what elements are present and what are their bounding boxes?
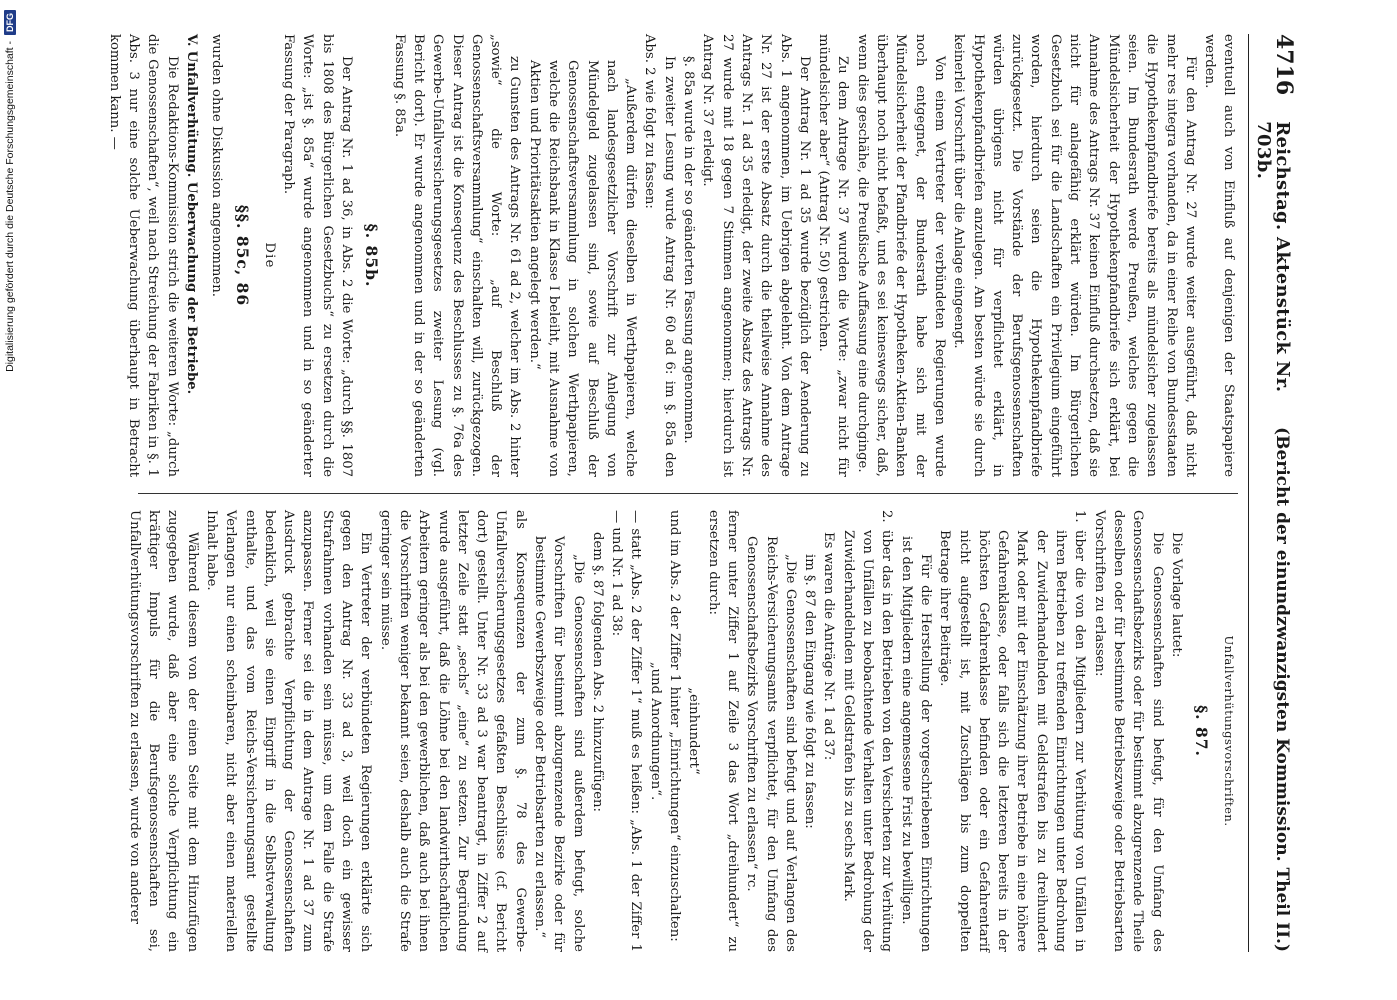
paragraph: zu Gunsten des Antrags Nr. 61 ad 2, welcher im Abs. 2 hinter „sowie“ die Worte: „auf Beschluß der Genossenschaftsversammlung“ einschalten will, zurückgezogen. Dieser Antrag ist die Konsequenz des Beschlusses zu §. 76a des Gewerbe-Unfallversicherungsgesetzes zweiter Lesung (vgl. Bericht dort). Er wurde angenommen und in der so geänderten Fassung §. 85a. — [391, 34, 523, 477]
list-item — [935, 510, 1089, 952]
paragraph: dem §. 87 folgenden Abs. 2 hinzuzufügen: — [589, 532, 605, 812]
list-text: über die von den Mitgliedern zur Verhütung von Unfällen in ihren Betrieben zu treffenden Einrichtungen unter Bedrohung der Zuwiderhandelnden mit Geldstrafen bis zu dreihundert Mark oder mit der Einschätzung ihrer Betriebe in eine höhere Gefahrenklasse, oder falls sich die letzteren bereits in der höchsten Gefahrenklasse befinden oder ein Gefahrentarif nicht aufgestellt ist, mit Zuschlägen bis zum doppelten Betrage ihrer Beiträge. — [937, 530, 1088, 952]
paragraph: Die Vorlage lautet: — [1168, 532, 1184, 658]
list-item — [838, 510, 896, 952]
paragraph: Ein Vertreter der verbündeten Regierungen erklärte sich gegen den Antrag Nr. 33 ad 3, weil doch ein gewisser Strafrahmen vorhanden sein müsse, um dem Falle die Strafe anzupassen. Ferner sei die in dem Antrage Nr. 1 ad 37 zum Ausdruck gebrachte Verpflichtung der Genossenschaften bedenklich, weil sie einen Eingriff in die Selbstverwaltung enthalte, und das vom Reichs-Versicherungsamt gestellte Verlangen nur einen scheinbaren, nicht aber einen materiellen Inhalt habe. — [203, 510, 374, 952]
section-heading-85c-86: §§. 85c, 86 — [232, 204, 252, 307]
paragraph: ferner unter Ziffer 1 auf Zeile 3 das Wort „dreihundert“ zu ersetzen durch: — [705, 510, 740, 952]
section-heading-87: §. 87. — [1192, 705, 1212, 757]
scanned-page — [105, 0, 1315, 1000]
paragraph: eventuell auch von Einfluß auf denjenigen der Staatspapiere werden. — [1202, 34, 1237, 477]
digitization-notice — [0, 0, 20, 1000]
quoted-text: „Außerdem dürfen dieselben in Werthpapieren, welche nach landesgesetzlicher Vorschrift zur Anlegung von Mündelgeld zugelassen sind, sowie auf Beschluß der Genossenschaftsversammlung in solchen Werthpapieren, welche die Reichsbank in Klasse I beleiht, mit Ausnahme von Aktien und Prioritätsaktien angelegt werden.“ — [526, 60, 639, 477]
paragraph: Von einem Vertreter der verbündeten Regierungen wurde noch entgegnet, der Bundesrath habe sich mit der Mündelsicherheit der Pfandbriefe der Hypotheken-Aktien-Banken überhaupt noch nicht befaßt, und es sei keineswegs sicher, daß, wenn dies geschähe, die Preußische Auffassung eine durchginge. — [854, 34, 947, 477]
text-columns — [106, 34, 1238, 952]
caption: Unfallverhütungsvorschriften. — [1222, 635, 1237, 827]
quoted-text: „Die Genossenschaften sind befugt und auf Verlangen des Reichs-Versicherungsamts verpflichtet, für den Umfang des Genossenschaftsbezirks Vorschriften zu erlassen“ rc. — [744, 536, 798, 952]
paragraph: als Konsequenzen der zum §. 78 des Gewerbe-Unfallversicherungsgesetzes gefaßten Beschlüsse (cf. Bericht dort) gestellt. Unter Nr. 33 ad 3 war beantragt, in Ziffer 2 auf letzter Zeile statt „sechs“ „eine“ zu setzen. Zur Begründung wurde ausgeführt, daß die Löhne bei den landwirthschaftlichen Arbeitern geringer als bei den gewerblichen, daß auch bei ihnen die Vorschriften weniger bekannt seien, deshalb auch die Strafe geringer sein müsse. — [377, 510, 528, 952]
dfg-logo: DFG — [4, 10, 16, 35]
paragraph: §. 85a wurde in der so geänderten Fassung angenommen. — [681, 56, 697, 444]
paragraph: im §. 87 den Eingang wie folgt zu fassen: — [802, 554, 818, 829]
paragraph: Für den Antrag Nr. 27 wurde weiter ausgeführt, daß nicht mehr res integra vorhanden, da in einer Reihe von Bundesstaaten die Hypothekenpfandbriefe bereits als mündelsicher zugelassen seien. Im Bundesrath werde Preußen, welches gegen die Mündelsicherheit der Hypothekenpfandbriefe sich erklärt, bei Annahme des Antrags Nr. 37 keinen Einfluß durchsetzen, daß sie nicht für anlagefähig erklärt würden. Im Bürgerlichen Gesetzbuch sei für die Landschaften ein Privilegium eingeführt worden, hierdurch seien die Hypothekenpfandbriefe zurückgesetzt. Die Vorstände der Berufsgenossenschaften würden übrigens nicht für verpflichtet erklärt, in Hypothekenpfandbriefen anzulegen. Am besten würde sie durch keinerlei Vorschrift über die Anlage eingeengt. — [951, 34, 1198, 477]
paragraph-die — [260, 34, 279, 477]
list-text: über das in den Betrieben von den Versicherten zur Verhütung von Unfällen zu beobachtende Verhalten unter Bedrohung der Zuwiderhandelnden mit Geldstrafen bis zu sechs Mark. — [840, 530, 895, 952]
section-number: V. — [183, 34, 199, 47]
page-subtitle: (Bericht der einundzwanzigsten Kommission. Theil II.) — [1272, 427, 1292, 952]
page-title: Reichstag. Aktenstück Nr. 703b. — [1252, 121, 1293, 393]
paragraph: Der Antrag Nr. 1 ad 35 wurde bezüglich der Aenderung zu Abs. 1 angenommen, im Uebrigen abgelehnt. Von dem Antrage Nr. 27 ist der erste Absatz durch die theilweise Annahme des Antrags Nr. 1 ad 35 erledigt, der zweite Absatz des Antrags Nr. 27 wurde mit 18 gegen 7 Stimmen angenommen; hierdurch ist Antrag Nr. 37 erledigt. — [700, 34, 812, 477]
paragraph: Zu dem Antrage Nr. 37 wurden die Worte: „zwar nicht für mündelsicher aber“ (Antrag Nr. 50) gestrichen. — [816, 34, 851, 477]
left-column — [106, 34, 1238, 493]
digitization-notice-strip — [0, 0, 20, 1000]
section-title: Unfallverhütung. Ueberwachung der Betriebe. — [183, 50, 199, 395]
die-label: Die — [261, 242, 277, 269]
paragraph: Während diesem von der einen Seite mit dem Hinzufügen zugegeben wurde, daß aber eine solche Verpflichtung ein kräftiger Impuls für die Berufsgenossenschaften sei, Unfallverhütungsvorschriften zu erlassen, wurde von anderer — [126, 510, 200, 952]
digitization-notice-text: Digitalisierung gefördert durch die Deutsche Forschungsgemeinschaft - — [4, 41, 16, 372]
page-header — [1248, 34, 1297, 952]
paragraph: Die Redaktions-Kommission strich die weiteren Worte: „durch die Genossenschaften“, weil nach Streichung der Fabriken in §. 1 Abs. 3 nur eine solche Ueberwachung überhaupt in Betracht kommen kann. — — [106, 34, 180, 477]
list-number: 1. — [1072, 510, 1088, 523]
page-number: 4716 — [1271, 34, 1297, 96]
paragraph: — statt „Abs. 2 der Ziffer 1“ muß es heißen: „Abs. 1 der Ziffer 1 — und Nr. 1 ad 38: — [609, 510, 644, 952]
paragraph: Für die Herstellung der vorgeschriebenen Einrichtungen ist den Mitgliedern eine angemessene Frist zu bewilligen. — [898, 536, 933, 952]
right-column — [126, 493, 1238, 952]
paragraph: In zweiter Lesung wurde Antrag Nr. 60 ad 6: im §. 85a den Abs. 2 wie folgt zu fassen: — [642, 34, 677, 477]
paragraph: Der Antrag Nr. 1 ad 36, in Abs. 2 die Worte: „durch §§. 1807 bis 1808 des Bürgerlichen Gesetzbuchs“ zu ersetzen durch die Worte: „ist §. 85a“ wurde angenommen und in so geänderter Fassung der Paragraph. — [281, 34, 355, 477]
section-heading-85b: §. 85b. — [362, 223, 382, 288]
paragraph: Die Genossenschaften sind befugt, für den Umfang des Genossenschaftsbezirks oder für bestimmt abzugrenzende Theile desselben oder für bestimmte Betriebszweige oder Betriebsarten Vorschriften zu erlassen: — [1091, 510, 1165, 952]
list-number: 2. — [879, 510, 895, 523]
section-heading-v — [182, 34, 201, 477]
paragraph: Es waren die Anträge Nr. 1 ad 37: — [821, 532, 837, 761]
quoted-text: „einhundert“ — [686, 687, 702, 775]
quoted-text: „Die Genossenschaften sind außerdem befugt, solche Vorschriften für bestimmt abzugrenzende Bezirke oder für bestimmte Gewerbszweige oder Betriebsarten zu erlassen.“ — [532, 536, 586, 952]
quoted-text: „und Anordnungen“. — [647, 661, 663, 801]
paragraph: und im Abs. 2 der Ziffer 1 hinter „Einrichtungen“ einzuschalten: — [667, 510, 683, 942]
paragraph: wurden ohne Diskussion angenommen. — [209, 34, 225, 297]
